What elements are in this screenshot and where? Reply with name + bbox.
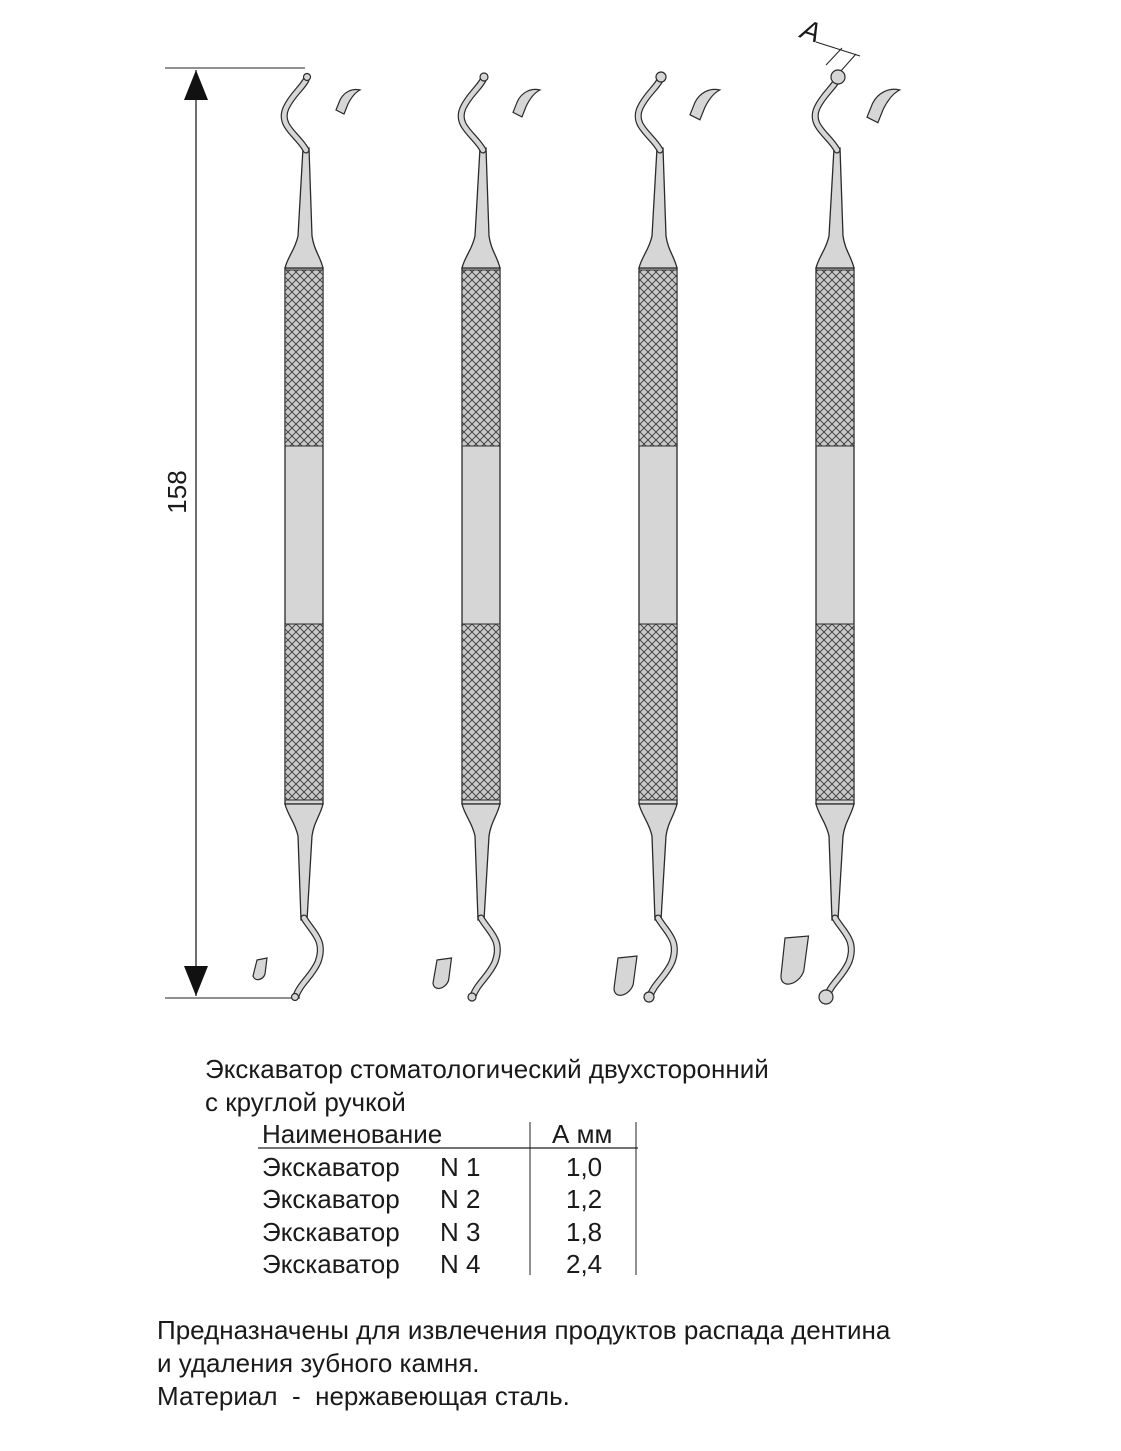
lower-shank [816, 804, 854, 920]
excavator-4 [781, 70, 900, 1004]
lower-working-end [473, 918, 497, 996]
table-header-name: Наименование [262, 1119, 443, 1149]
table-row-name: Экскаватор [262, 1217, 400, 1247]
upper-tip-ball [480, 73, 488, 81]
upper-shank [816, 148, 854, 268]
upper-tip-ball [656, 72, 666, 82]
knurled-grip-upper [639, 270, 677, 446]
table-row-name: Экскаватор [262, 1249, 400, 1279]
title-line-1: Экскаватор стоматологический двухсторонний [205, 1054, 769, 1084]
arrow-up-icon [184, 70, 208, 100]
upper-tip-ball [304, 74, 311, 81]
table-row-number: N 4 [440, 1249, 481, 1279]
upper-working-end [284, 80, 306, 150]
instruments [253, 70, 900, 1004]
upper-working-end [461, 80, 483, 150]
description-line-3: Материал - нержавеющая сталь. [157, 1381, 570, 1411]
description-line-1: Предназначены для извлечения продуктов распада дентина [157, 1315, 891, 1345]
knurled-grip-lower [816, 624, 854, 800]
upper-blade-detail [690, 89, 720, 119]
upper-shank [285, 148, 323, 268]
lower-tip-ball [292, 994, 299, 1001]
upper-tip-ball [831, 70, 845, 84]
excavator-1 [253, 74, 360, 1001]
lower-tip-ball [468, 993, 476, 1001]
knurled-grip-lower [462, 624, 500, 800]
upper-blade-detail [867, 89, 900, 122]
knurled-grip-lower [285, 624, 323, 800]
lower-working-end [650, 918, 674, 996]
lower-working-end [296, 918, 320, 996]
upper-blade-detail [336, 89, 360, 114]
tip-dimension [795, 13, 860, 72]
knurled-grip-upper [285, 270, 323, 446]
description-line-2: и удаления зубного камня. [157, 1348, 480, 1378]
table-row-size: 1,0 [566, 1152, 603, 1182]
upper-blade-detail [513, 89, 540, 116]
lower-tip-ball [819, 990, 833, 1004]
table-header-size: А мм [552, 1119, 613, 1149]
lower-blade-detail [781, 936, 809, 984]
table-row-name: Экскаватор [262, 1184, 400, 1214]
lower-blade-detail [614, 956, 637, 995]
length-label: 158 [162, 470, 192, 514]
lower-shank [285, 804, 323, 920]
upper-working-end [638, 80, 660, 150]
upper-shank [639, 148, 677, 268]
excavator-3 [614, 72, 720, 1002]
title-line-2: с круглой ручкой [205, 1087, 406, 1117]
lower-tip-ball [644, 992, 654, 1002]
upper-working-end [815, 80, 837, 150]
knurled-grip-upper [816, 270, 854, 446]
excavator-2 [433, 73, 540, 1001]
lower-working-end [827, 918, 851, 996]
tip-label: A [797, 13, 825, 49]
table-row-size: 1,8 [566, 1217, 603, 1247]
upper-shank [462, 148, 500, 268]
lower-blade-detail [253, 958, 267, 980]
lower-shank [462, 804, 500, 920]
table-row-number: N 2 [440, 1184, 481, 1214]
table-row-name: Экскаватор [262, 1152, 400, 1182]
lower-shank [639, 804, 677, 920]
lower-blade-detail [433, 958, 452, 988]
arrow-down-icon [184, 966, 208, 996]
knurled-grip-upper [462, 270, 500, 446]
table-row-size: 2,4 [566, 1249, 603, 1279]
table-row-number: N 1 [440, 1152, 481, 1182]
table-row-size: 1,2 [566, 1184, 603, 1214]
length-dimension [162, 68, 305, 998]
knurled-grip-lower [639, 624, 677, 800]
table-row-number: N 3 [440, 1217, 481, 1247]
